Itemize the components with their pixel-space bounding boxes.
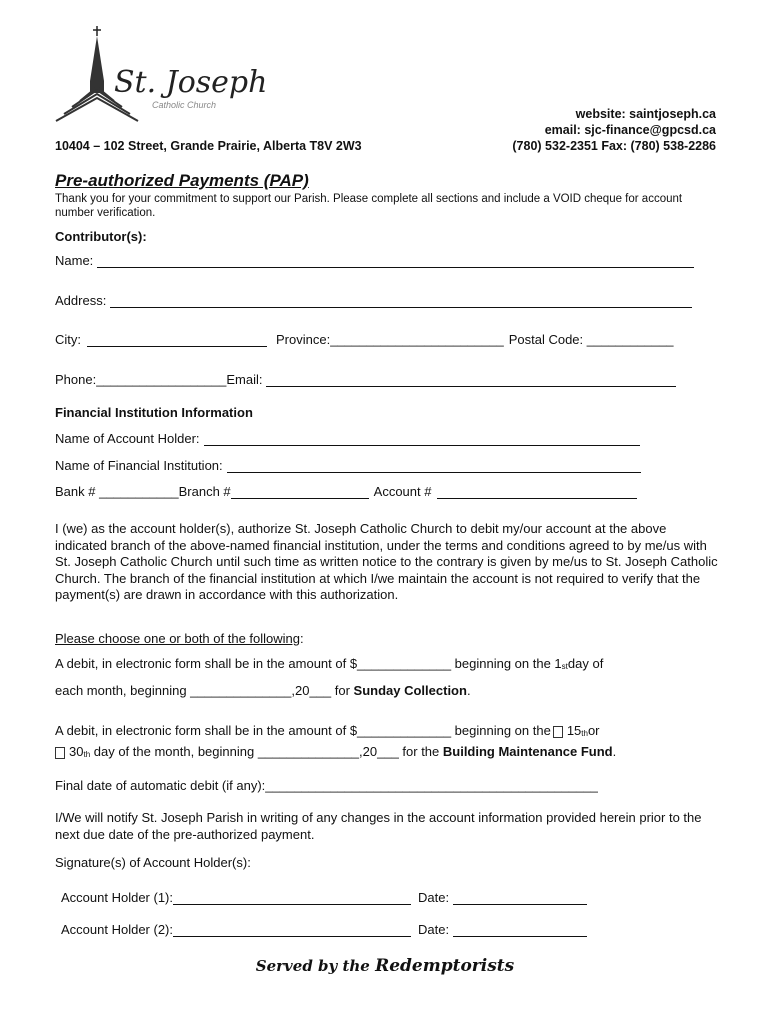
address-row xyxy=(55,293,692,308)
choose-row xyxy=(55,631,304,646)
email-field[interactable] xyxy=(266,374,676,387)
holder-2-row xyxy=(61,922,587,937)
name-field[interactable] xyxy=(97,255,694,268)
footer-prefix: Served by the xyxy=(255,957,370,975)
building-fund: Building Maintenance Fund xyxy=(442,744,613,759)
sunday-day-of: day of xyxy=(567,656,604,671)
building-amount-text[interactable]: A debit, in electronic form shall be in the amount of $_____________ beginning on the xyxy=(55,723,551,738)
account-number-field[interactable] xyxy=(437,486,637,499)
logo-name: St. Joseph xyxy=(114,65,268,100)
final-date-row xyxy=(55,778,598,793)
holder-label: Name of Account Holder: xyxy=(55,431,200,446)
city-field[interactable] xyxy=(87,334,267,347)
phone-email-row xyxy=(55,372,676,387)
church-address: 10404 – 102 Street, Grande Prairie, Alberta T8V 2W3 xyxy=(55,139,362,153)
institution-row xyxy=(55,458,641,473)
holder-row xyxy=(55,431,640,446)
bank-branch-field[interactable]: Bank # ___________Branch # xyxy=(55,484,231,499)
holder-2-signature[interactable] xyxy=(173,924,411,937)
financial-heading: Financial Institution Information xyxy=(55,405,253,420)
email-label: Email: xyxy=(226,372,263,387)
footer-tagline xyxy=(0,956,770,976)
province-field[interactable]: Province:________________________ xyxy=(276,332,504,347)
building-period: . xyxy=(612,744,617,759)
sunday-sup: st xyxy=(561,662,568,671)
final-date-field[interactable]: Final date of automatic debit (if any):______________________________________________ xyxy=(55,778,598,793)
building-line-2 xyxy=(55,744,616,759)
holder-2-date-label: Date: xyxy=(418,922,450,937)
church-logo xyxy=(50,26,268,126)
opt-30-sup: th xyxy=(83,750,91,759)
logo-subtitle: Catholic Church xyxy=(152,100,217,110)
opt-30: 30 xyxy=(69,744,84,759)
choose-colon: : xyxy=(300,631,304,646)
account-holder-field[interactable] xyxy=(204,433,640,446)
notify-text: I/We will notify St. Joseph Parish in writing of any changes in the account information provided herein prior to the next due date of the pre-authorized payment. xyxy=(55,810,702,842)
checkbox-30th[interactable] xyxy=(55,747,65,759)
branch-field[interactable] xyxy=(231,486,369,499)
city-label: City: xyxy=(55,332,81,347)
contact-block xyxy=(512,106,716,154)
opt-15: 15 xyxy=(566,723,582,738)
contributors-heading: Contributor(s): xyxy=(55,229,147,244)
name-row xyxy=(55,253,694,268)
footer-order: Redemptorists xyxy=(375,956,515,976)
holder-1-signature[interactable] xyxy=(173,892,411,905)
holder-1-date-label: Date: xyxy=(418,890,450,905)
account-label: Account # xyxy=(373,484,432,499)
sunday-line-2 xyxy=(55,683,471,698)
sunday-fund: Sunday Collection xyxy=(353,683,467,698)
opt-15-sup: th xyxy=(581,729,588,738)
email: email: sjc-finance@gpcsd.ca xyxy=(544,123,716,137)
phone-fax: (780) 532-2351 Fax: (780) 538-2286 xyxy=(512,139,716,153)
signatures-heading-text: Signature(s) of Account Holder(s): xyxy=(55,855,251,870)
address-label: Address: xyxy=(55,293,107,308)
intro-text: Thank you for your commitment to support our Parish. Please complete all sections and include a VOID cheque for account number verification. xyxy=(55,193,683,219)
name-label: Name: xyxy=(55,253,94,268)
sunday-period: . xyxy=(466,683,471,698)
institution-field[interactable] xyxy=(227,460,641,473)
phone-field[interactable]: Phone:__________________ xyxy=(55,372,227,387)
building-begin-text[interactable]: day of the month, beginning ______________,20___ for the xyxy=(90,744,443,759)
bank-row xyxy=(55,484,637,499)
signatures-heading xyxy=(55,855,251,870)
choose-instruction: Please choose one or both of the following xyxy=(55,631,301,646)
checkbox-15th[interactable] xyxy=(553,726,563,738)
holder-1-date[interactable] xyxy=(453,892,587,905)
form-title: Pre-authorized Payments (PAP) xyxy=(55,171,309,190)
sunday-amount-text[interactable]: A debit, in electronic form shall be in the amount of $_____________ beginning on the 1 xyxy=(55,656,562,671)
city-row xyxy=(55,332,674,347)
institution-label: Name of Financial Institution: xyxy=(55,458,223,473)
holder-1-label: Account Holder (1): xyxy=(61,890,173,905)
sunday-line-1 xyxy=(55,656,603,671)
holder-1-row xyxy=(61,890,587,905)
sunday-begin-text[interactable]: each month, beginning ______________,20___ for xyxy=(55,683,354,698)
holder-2-date[interactable] xyxy=(453,924,587,937)
authorization-text: I (we) as the account holder(s), authorize St. Joseph Catholic Church to debit my/our account at the above indicated branch of the above-named financial institution, under the terms and conditions agreed to by me/us with St. Joseph Catholic Church until such time as written notice to the contrary is given by me/us to St. Joseph Catholic Church. The branch of the financial institution at which I/we maintain the account is not required to verify that the payment(s) are drawn in accordance with this authorization. xyxy=(55,521,718,602)
holder-2-label: Account Holder (2): xyxy=(61,922,173,937)
website: website: saintjoseph.ca xyxy=(575,107,716,121)
opt-or: or xyxy=(587,723,600,738)
address-field[interactable] xyxy=(110,295,692,308)
postal-code-field[interactable]: Postal Code: ____________ xyxy=(508,332,674,347)
building-line-1 xyxy=(55,723,600,738)
